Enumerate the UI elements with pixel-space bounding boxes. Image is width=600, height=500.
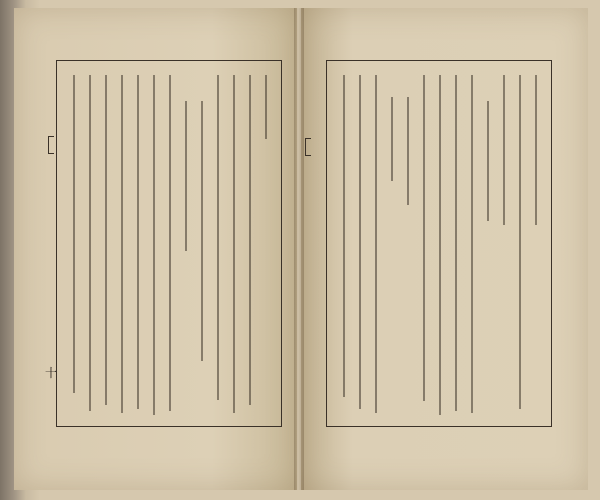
right-margin-tab (305, 138, 311, 156)
right-text-frame (326, 60, 552, 427)
text-column (391, 97, 393, 181)
text-column (89, 75, 91, 411)
text-column (359, 75, 361, 409)
text-column (137, 75, 139, 409)
text-column (535, 75, 537, 225)
text-column (519, 75, 521, 409)
text-column (185, 101, 187, 251)
page-number: 十 (45, 366, 58, 380)
left-text-frame (56, 60, 282, 427)
text-column (249, 75, 251, 405)
text-column (439, 75, 441, 415)
text-column (217, 75, 219, 400)
text-column (455, 75, 457, 411)
text-column (73, 75, 75, 393)
text-column (121, 75, 123, 413)
text-column (503, 75, 505, 225)
text-column (471, 75, 473, 413)
text-column (407, 97, 409, 205)
text-column (487, 101, 489, 221)
text-column (105, 75, 107, 405)
text-column (375, 75, 377, 413)
text-column (343, 75, 345, 397)
text-column (233, 75, 235, 413)
text-column (265, 75, 267, 139)
text-column (169, 75, 171, 411)
book-gutter (294, 8, 304, 490)
text-column (423, 75, 425, 401)
left-margin-tab (48, 136, 54, 154)
text-column (153, 75, 155, 415)
text-column (201, 101, 203, 361)
